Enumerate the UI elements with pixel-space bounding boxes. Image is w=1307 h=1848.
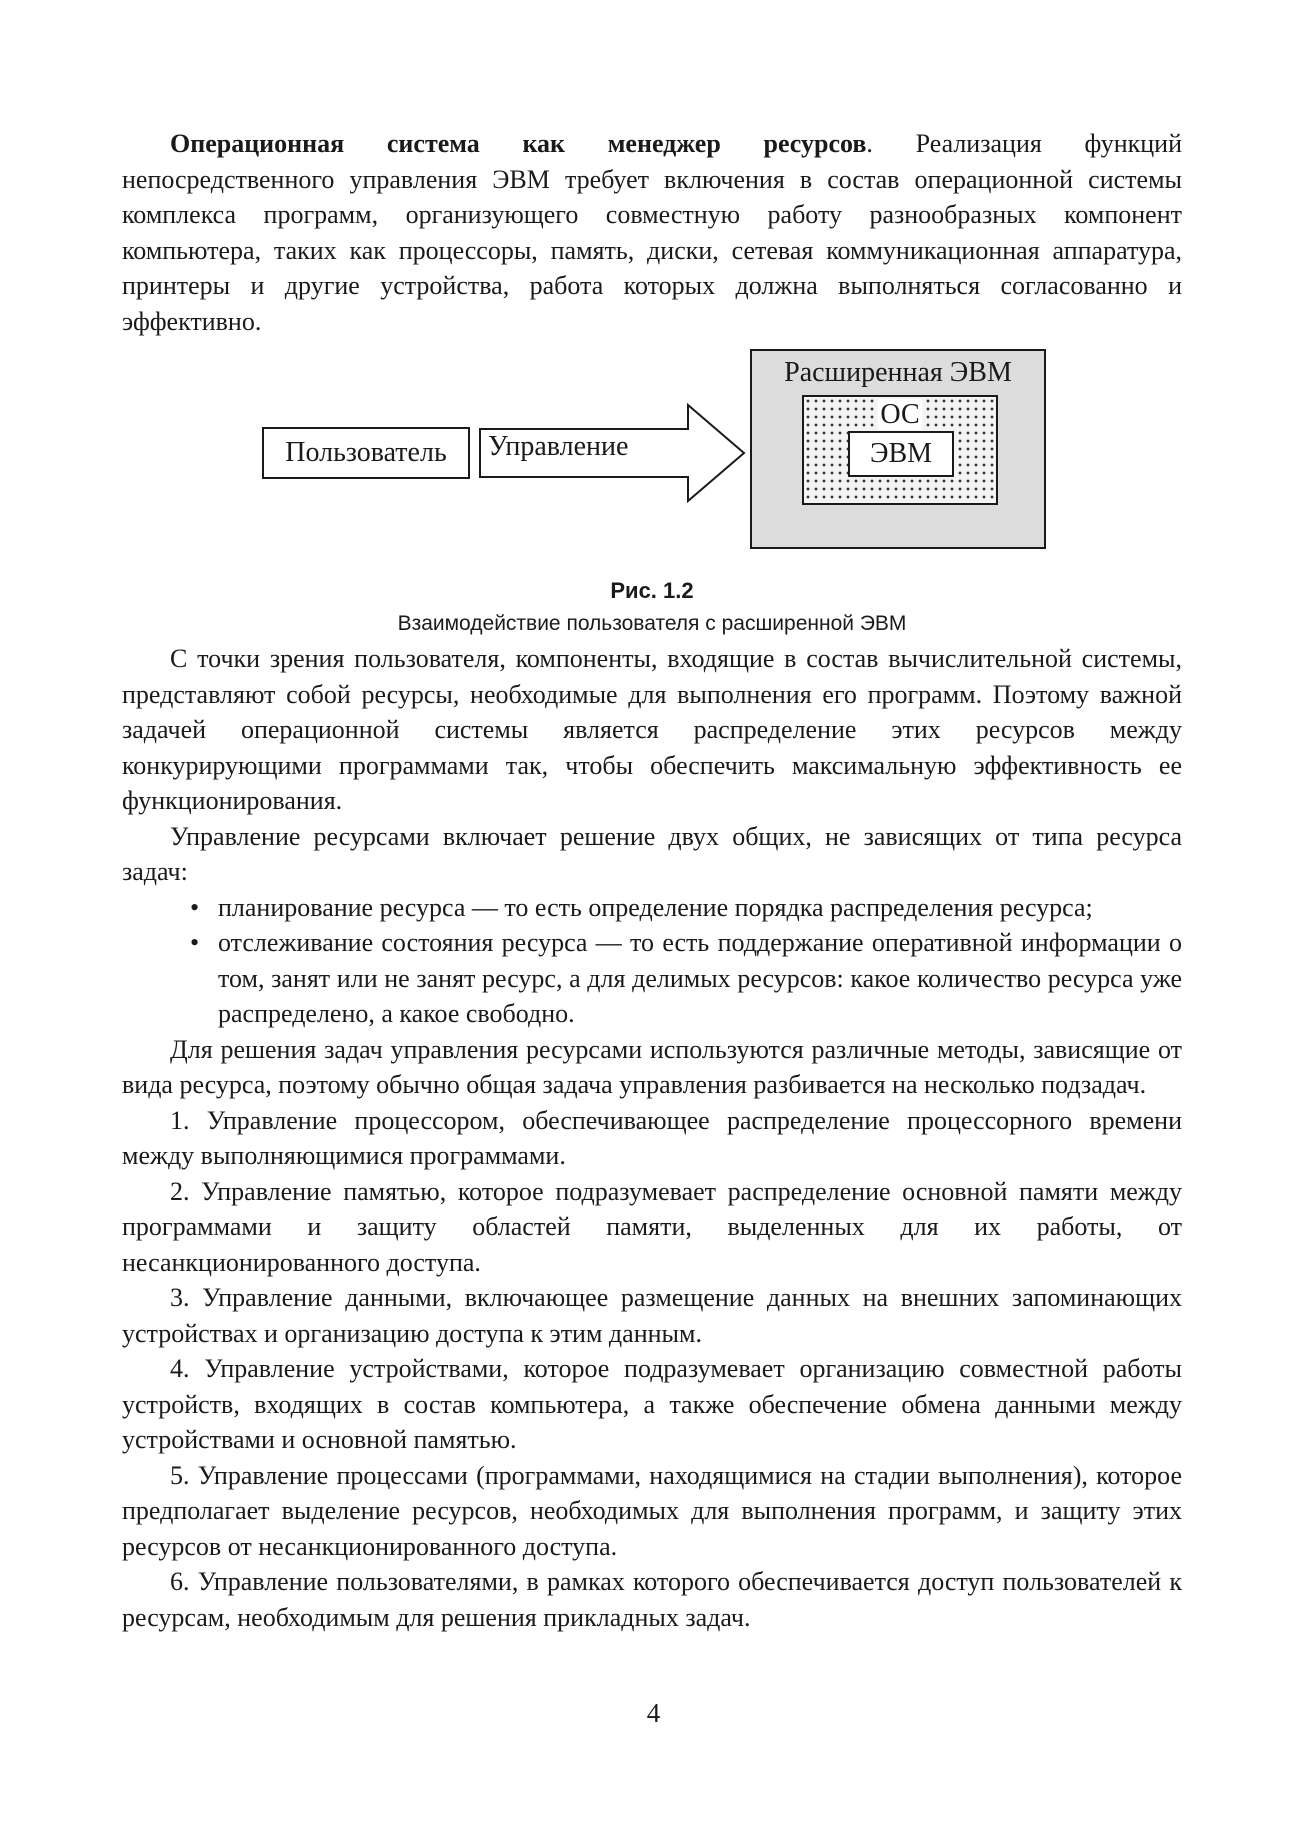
extended-computer-box [750,349,1046,549]
paragraph-subtasks: Для решения задач управления ресурсами используются различные методы, зависящие от вида ресурса, поэтому обычно общая задача управления разбивается на несколько подзадач. [122,1034,1182,1099]
figure-number: Рис. 1.2 [610,578,694,603]
intro-heading: Операционная система как менеджер ресурсов [170,129,867,158]
numbered-item: 5. Управление процессами (программами, находящимися на стадии выполнения), которое предполагает выделение ресурсов, необходимых для выполнения программ, и защиту этих ресурсов от несанкционированного доступа. [122,1460,1182,1561]
numbered-item: 3. Управление данными, включающее размещение данных на внешних запоминающих устройствах и организацию доступа к этим данным. [122,1283,1182,1348]
extended-computer-title: Расширенная ЭВМ [784,357,1012,388]
numbered-item: 2. Управление памятью, которое подразумевает распределение основной памяти между программами и защиту областей памяти, выделенных для их работы, от несанкционированного доступа. [122,1176,1182,1277]
intro-paragraph [122,126,1182,339]
bullet-text: планирование ресурса — то есть определение порядка распределения ресурса; [218,892,1093,922]
page-content [122,126,1182,1635]
figure-caption [122,575,1182,641]
page-number: 4 [646,1698,661,1728]
bullet-mark: • [190,928,200,957]
os-box [802,395,998,505]
numbered-item: 4. Управление устройствами, которое подразумевает организацию совместной работы устройств, входящих в состав компьютера, а также обеспечение обмена данными между устройствами и основной памятью. [122,1354,1182,1454]
numbered-item: 1. Управление процессором, обеспечивающее распределение процессорного времени между выполняющимися программами. [122,1105,1182,1170]
computer-box: ЭВМ [848,431,954,477]
figure-caption-text: Взаимодействие пользователя с расширенной ЭВМ [397,612,907,635]
list-item [122,925,1182,1032]
user-box: Пользователь [262,427,470,479]
os-label: ОС [880,399,920,430]
bullet-list [122,890,1182,1032]
os-label-wrap [804,401,996,429]
figure-diagram [122,349,1182,569]
paragraph-resources: С точки зрения пользователя, компоненты, входящие в состав вычислительной системы, представляют собой ресурсы, необходимые для выполнения его программ. Поэтому важной задачей операционной системы является распределение этих ресурсов между конкурирующими программами так, чтобы обеспечить максимальную эффективность ее функционирования. [122,644,1182,815]
bullet-mark: • [190,892,200,922]
control-arrow-label: Управление [488,431,629,462]
bullet-text: отслеживание состояния ресурса — то есть поддержание оперативной информации о том, занят или не занят ресурс, а для делимых ресурсов: какое количество ресурса уже распределено, а какое свободно. [218,928,1182,1028]
numbered-item: 6. Управление пользователями, в рамках которого обеспечивается доступ пользователей к ресурсам, необходимым для решения прикладных задач. [122,1567,1182,1632]
list-item [122,890,1182,926]
paragraph-resource-management: Управление ресурсами включает решение двух общих, не зависящих от типа ресурса задач: [122,821,1182,886]
intro-text: . Реализация функций непосредственного управления ЭВМ требует включения в состав операционной системы комплекса программ, организующего совместную работу разнообразных компонент компьютера, таких как процессоры, память, диски, сетевая коммуникационная аппаратура, принтеры и другие устройства, работа которых должна выполняться согласованно и эффективно. [122,129,1182,336]
